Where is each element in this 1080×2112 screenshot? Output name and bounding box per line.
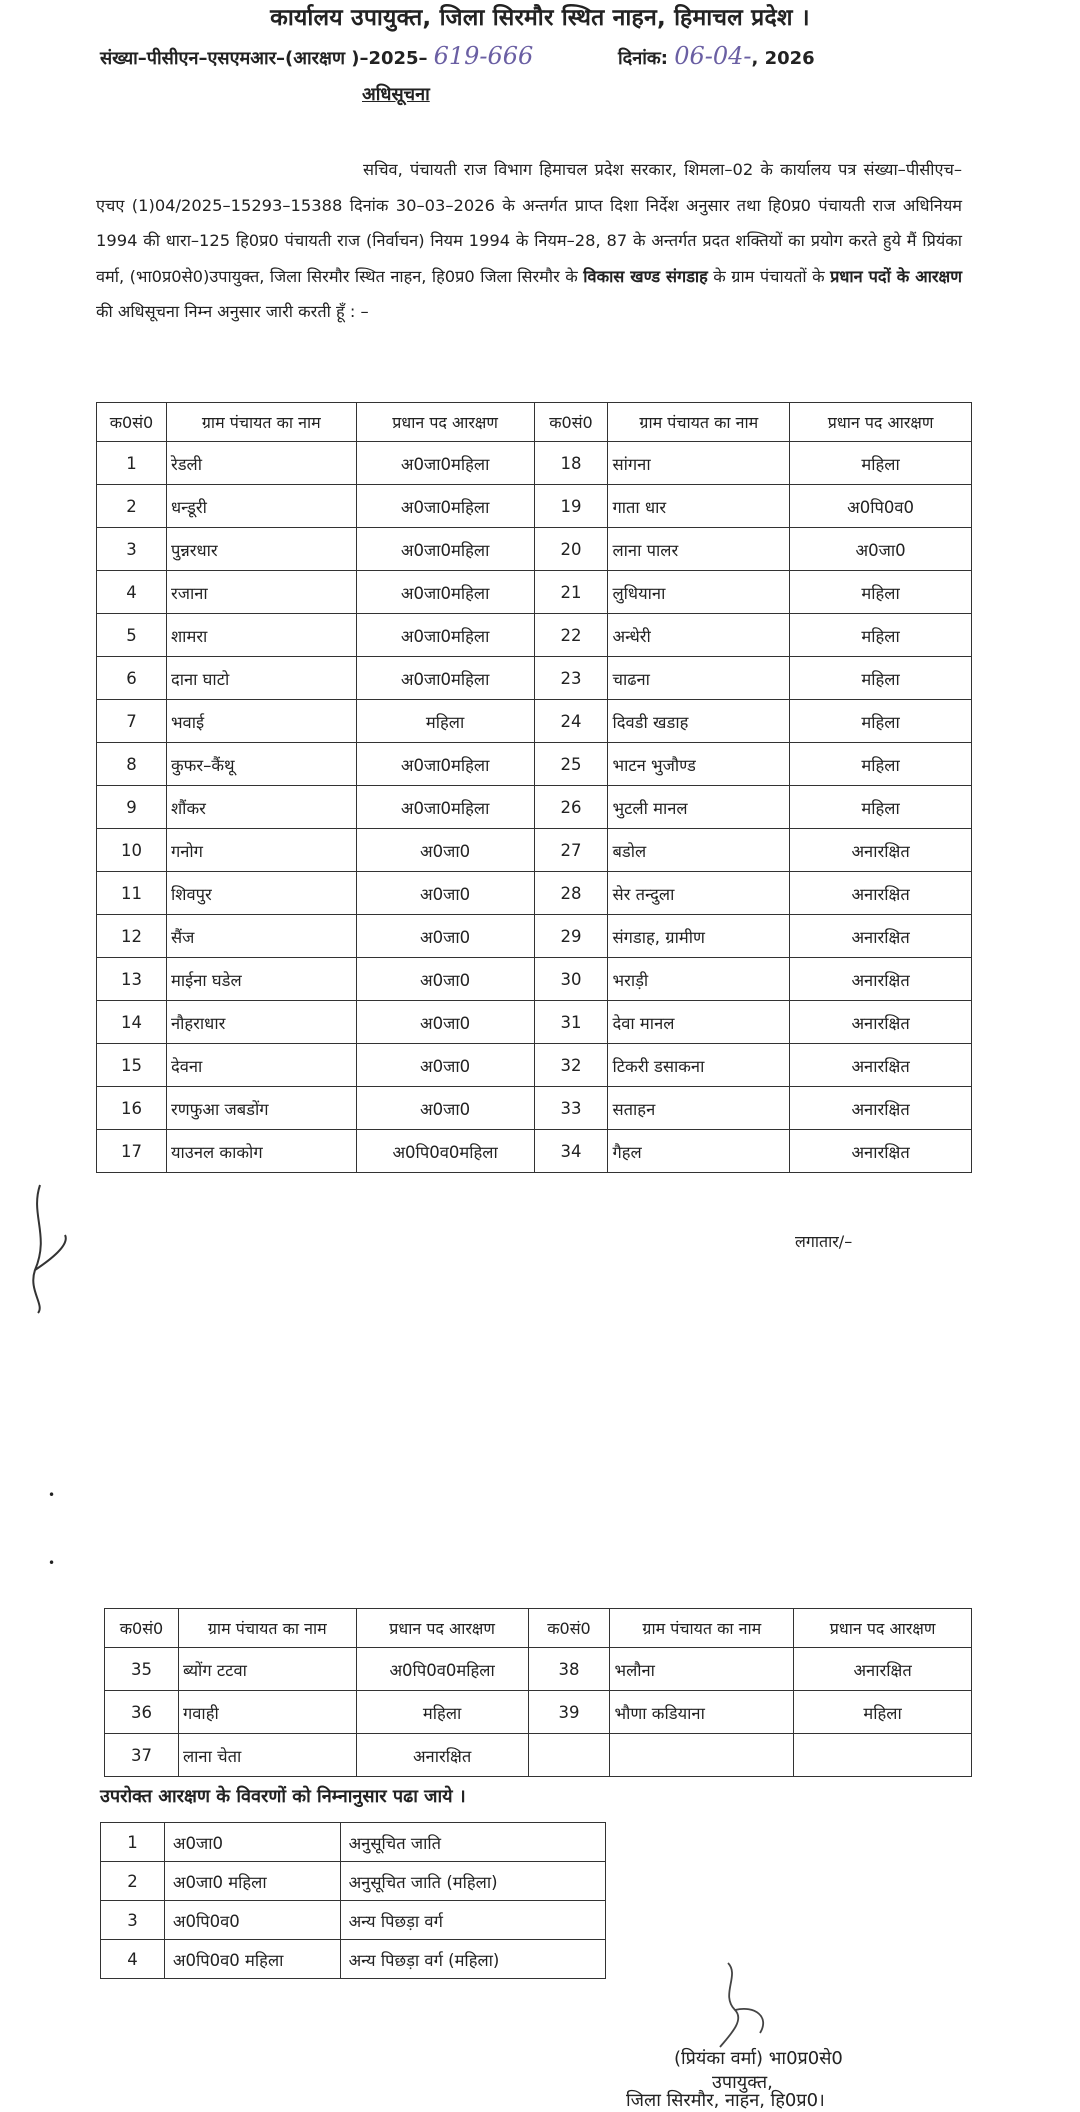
panchayat-name-cell: अन्धेरी: [608, 614, 790, 657]
reservation-cell: अ0जा0महिला: [356, 657, 534, 700]
table-row: [97, 915, 972, 958]
serial-cell: 18: [534, 442, 608, 485]
para-block-name: विकास खण्ड संगडाह: [583, 266, 708, 286]
reservation-cell: अ0जा0महिला: [356, 786, 534, 829]
table-row: [105, 1734, 972, 1777]
serial-cell: 1: [97, 442, 167, 485]
panchayat-name-cell: देवा मानल: [608, 1001, 790, 1044]
office-title: कार्यालय उपायुक्त, जिला सिरमौर स्थित नाहन, हिमाचल प्रदेश ।: [270, 5, 810, 31]
serial-cell: 38: [528, 1648, 610, 1691]
reservation-cell: महिला: [790, 614, 972, 657]
reservation-table-2: [104, 1608, 972, 1777]
notification-body: [96, 152, 962, 330]
reservation-cell: अ0जा0: [356, 829, 534, 872]
para-pradhan-reservation: प्रधान पदों के आरक्षण: [830, 266, 962, 286]
serial-cell: 15: [97, 1044, 167, 1087]
panchayat-name-cell: लाना चेता: [178, 1734, 356, 1777]
reservation-cell: अ0पि0व0: [790, 485, 972, 528]
reservation-cell: अ0जा0: [356, 1001, 534, 1044]
para-part-1: सचिव, पंचायती राज विभाग हिमाचल प्रदेश सरकार, शिमला–02 के कार्यालय पत्र संख्या–पीसीएच–एचए (1)04/2025–15293–15388 दिनांक 30–03–2026 के अन्तर्गत प्राप्त दिशा निर्देश अनुसार तथा हि0प्र0 पंचायती राज अधिनियम 1994 की धारा–125 हि0प्र0 पंचायती राज (निर्वाचन) नियम 1994 के नियम–28, 87 के अन्तर्गत प्रदत शक्तियों का प्रयोग करते हुये मैं प्रियंका वर्मा, (भा0प्र0से0)उपायुक्त, जिला सिरमौर स्थित नाहन, हि0प्र0 जिला सिरमौर के: [96, 160, 962, 286]
col-reservation-header: प्रधान पद आरक्षण: [356, 1609, 528, 1648]
notification-heading: अधिसूचना: [362, 84, 430, 105]
panchayat-name-cell: बडोल: [608, 829, 790, 872]
panchayat-name-cell: दिवडी खडाह: [608, 700, 790, 743]
panchayat-name-cell: शामरा: [166, 614, 356, 657]
reservation-cell: अ0जा0महिला: [356, 485, 534, 528]
reservation-cell: महिला: [790, 786, 972, 829]
serial-cell: 22: [534, 614, 608, 657]
serial-cell: 32: [534, 1044, 608, 1087]
panchayat-name-cell: सताहन: [608, 1087, 790, 1130]
table-row: [97, 1130, 972, 1173]
reservation-cell: अनारक्षित: [790, 1044, 972, 1087]
panchayat-name-cell: सेर तन्दुला: [608, 872, 790, 915]
panchayat-name-cell: भौणा कडियाना: [610, 1691, 794, 1734]
reservation-cell: अनारक्षित: [790, 958, 972, 1001]
reservation-cell: अ0जा0महिला: [356, 442, 534, 485]
reservation-cell: अनारक्षित: [790, 1130, 972, 1173]
reservation-cell: महिला: [790, 743, 972, 786]
officer-signature: [700, 1955, 790, 2055]
serial-cell: 27: [534, 829, 608, 872]
panchayat-name-cell: भलौना: [610, 1648, 794, 1691]
legend-serial: 1: [101, 1823, 165, 1862]
table-row: [97, 700, 972, 743]
reservation-cell: महिला: [790, 657, 972, 700]
ref-prefix: संख्या–पीसीएन–एसएमआर–(आरक्षण )–2025–: [100, 48, 428, 69]
reservation-cell: अ0जा0महिला: [356, 571, 534, 614]
legend-meaning: अनुसूचित जाति (महिला): [340, 1862, 605, 1901]
panchayat-name-cell: देवना: [166, 1044, 356, 1087]
panchayat-name-cell: भुटली मानल: [608, 786, 790, 829]
panchayat-name-cell: रेडली: [166, 442, 356, 485]
panchayat-name-cell: याउनल काकोग: [166, 1130, 356, 1173]
serial-cell: 13: [97, 958, 167, 1001]
legend-note: उपरोक्त आरक्षण के विवरणों को निम्नानुसार पढा जाये ।: [100, 1786, 466, 1807]
date-line: [618, 42, 815, 70]
panchayat-name-cell: ब्योंग टटवा: [178, 1648, 356, 1691]
table-header-row: [97, 403, 972, 442]
serial-cell: 24: [534, 700, 608, 743]
abbreviation-legend-table: [100, 1822, 606, 1979]
panchayat-name-cell: नौहराधार: [166, 1001, 356, 1044]
serial-cell: 26: [534, 786, 608, 829]
serial-cell: 3: [97, 528, 167, 571]
panchayat-name-cell: शिवपुर: [166, 872, 356, 915]
panchayat-name-cell: कुफर–कैंथू: [166, 743, 356, 786]
table-row: [97, 743, 972, 786]
panchayat-name-cell: गैहल: [608, 1130, 790, 1173]
panchayat-name-cell: लाना पालर: [608, 528, 790, 571]
serial-cell: 11: [97, 872, 167, 915]
margin-initial-signature: [10, 1175, 80, 1315]
serial-cell: 39: [528, 1691, 610, 1734]
serial-cell: 6: [97, 657, 167, 700]
col-serial-header: क0सं0: [97, 403, 167, 442]
table-row: [97, 1044, 972, 1087]
signatory-office: जिला सिरमौर, नाहन, हि0प्र0।: [626, 2090, 825, 2111]
reservation-cell: अ0जा0: [356, 1044, 534, 1087]
table-row: [97, 571, 972, 614]
reservation-cell: अनारक्षित: [790, 1087, 972, 1130]
date-year: , 2026: [751, 48, 815, 69]
table-row: [97, 872, 972, 915]
serial-cell: 37: [105, 1734, 179, 1777]
reservation-cell: अ0जा0महिला: [356, 528, 534, 571]
legend-abbreviation: अ0पि0व0 महिला: [164, 1940, 340, 1979]
table-row: [97, 614, 972, 657]
table-row: [97, 442, 972, 485]
table-row: [97, 786, 972, 829]
serial-cell: [528, 1734, 610, 1777]
reservation-cell: महिला: [356, 1691, 528, 1734]
panchayat-name-cell: सांगना: [608, 442, 790, 485]
serial-cell: 16: [97, 1087, 167, 1130]
serial-cell: 10: [97, 829, 167, 872]
reservation-cell: अनारक्षित: [790, 1001, 972, 1044]
reservation-cell: महिला: [790, 571, 972, 614]
serial-cell: 28: [534, 872, 608, 915]
legend-abbreviation: अ0जा0: [164, 1823, 340, 1862]
signatory-designation: उपायुक्त,: [712, 2072, 773, 2093]
reservation-cell: अ0जा0: [356, 872, 534, 915]
panchayat-name-cell: रजाना: [166, 571, 356, 614]
reservation-cell: अ0जा0महिला: [356, 614, 534, 657]
reservation-cell: महिला: [790, 442, 972, 485]
legend-serial: 3: [101, 1901, 165, 1940]
reservation-cell: अ0जा0महिला: [356, 743, 534, 786]
table-row: [105, 1648, 972, 1691]
table-row: [97, 1001, 972, 1044]
para-part-2: के ग्राम पंचायतों के: [713, 266, 825, 286]
para-part-3: की अधिसूचना निम्न अनुसार जारी करती हूँ : –: [96, 302, 369, 321]
date-handwritten: 06-04-: [674, 42, 752, 70]
reservation-cell: अनारक्षित: [790, 872, 972, 915]
table-row: [97, 829, 972, 872]
legend-meaning: अनुसूचित जाति: [340, 1823, 605, 1862]
legend-serial: 2: [101, 1862, 165, 1901]
serial-cell: 30: [534, 958, 608, 1001]
reservation-cell: [794, 1734, 972, 1777]
serial-cell: 25: [534, 743, 608, 786]
serial-cell: 29: [534, 915, 608, 958]
table-row: [97, 958, 972, 1001]
legend-serial: 4: [101, 1940, 165, 1979]
serial-cell: 5: [97, 614, 167, 657]
legend-row: [101, 1901, 606, 1940]
col-serial-header: क0सं0: [105, 1609, 179, 1648]
panchayat-name-cell: दाना घाटो: [166, 657, 356, 700]
panchayat-name-cell: गनोग: [166, 829, 356, 872]
serial-cell: 23: [534, 657, 608, 700]
panchayat-name-cell: टिकरी डसाकना: [608, 1044, 790, 1087]
serial-cell: 9: [97, 786, 167, 829]
col-panchayat-header: ग्राम पंचायत का नाम: [610, 1609, 794, 1648]
panchayat-name-cell: भराड़ी: [608, 958, 790, 1001]
serial-cell: 4: [97, 571, 167, 614]
panchayat-name-cell: भाटन भुजौण्ड: [608, 743, 790, 786]
col-panchayat-header: ग्राम पंचायत का नाम: [178, 1609, 356, 1648]
panchayat-name-cell: धन्डूरी: [166, 485, 356, 528]
serial-cell: 33: [534, 1087, 608, 1130]
reservation-cell: अ0पि0व0महिला: [356, 1648, 528, 1691]
reference-number: [100, 42, 539, 70]
serial-cell: 36: [105, 1691, 179, 1734]
col-reservation-header: प्रधान पद आरक्षण: [794, 1609, 972, 1648]
col-panchayat-header: ग्राम पंचायत का नाम: [608, 403, 790, 442]
panchayat-name-cell: गवाही: [178, 1691, 356, 1734]
col-panchayat-header: ग्राम पंचायत का नाम: [166, 403, 356, 442]
serial-cell: 12: [97, 915, 167, 958]
continued-note: लगातार/–: [795, 1232, 853, 1251]
panchayat-name-cell: शौंकर: [166, 786, 356, 829]
reservation-cell: महिला: [356, 700, 534, 743]
reservation-cell: अनारक्षित: [790, 829, 972, 872]
reservation-cell: अनारक्षित: [794, 1648, 972, 1691]
legend-meaning: अन्य पिछड़ा वर्ग (महिला): [340, 1940, 605, 1979]
serial-cell: 8: [97, 743, 167, 786]
scan-dot: •: [48, 1488, 56, 1502]
table-row: [97, 1087, 972, 1130]
reservation-cell: अ0पि0व0महिला: [356, 1130, 534, 1173]
panchayat-name-cell: माईना घडेल: [166, 958, 356, 1001]
signatory-name: (प्रियंका वर्मा) भा0प्र0से0: [674, 2048, 843, 2069]
reservation-cell: अनारक्षित: [790, 915, 972, 958]
serial-cell: 14: [97, 1001, 167, 1044]
serial-cell: 2: [97, 485, 167, 528]
panchayat-name-cell: सैंज: [166, 915, 356, 958]
serial-cell: 7: [97, 700, 167, 743]
col-serial-header: क0सं0: [528, 1609, 610, 1648]
col-reservation-header: प्रधान पद आरक्षण: [356, 403, 534, 442]
panchayat-name-cell: गाता धार: [608, 485, 790, 528]
legend-abbreviation: अ0पि0व0: [164, 1901, 340, 1940]
serial-cell: 19: [534, 485, 608, 528]
table-row: [105, 1691, 972, 1734]
legend-row: [101, 1940, 606, 1979]
table-row: [97, 657, 972, 700]
panchayat-name-cell: पुन्नरधार: [166, 528, 356, 571]
serial-cell: 17: [97, 1130, 167, 1173]
panchayat-name-cell: रणफुआ जबडोंग: [166, 1087, 356, 1130]
date-label: दिनांक:: [618, 48, 668, 69]
reservation-table-1: [96, 402, 972, 1173]
panchayat-name-cell: [610, 1734, 794, 1777]
serial-cell: 35: [105, 1648, 179, 1691]
reservation-cell: महिला: [794, 1691, 972, 1734]
serial-cell: 31: [534, 1001, 608, 1044]
reservation-cell: अनारक्षित: [356, 1734, 528, 1777]
panchayat-name-cell: चाढना: [608, 657, 790, 700]
scan-dot: •: [48, 1556, 56, 1570]
ref-number-handwritten: 619-666: [433, 42, 534, 70]
panchayat-name-cell: लुधियाना: [608, 571, 790, 614]
reservation-cell: अ0जा0: [356, 1087, 534, 1130]
panchayat-name-cell: संगडाह, ग्रामीण: [608, 915, 790, 958]
table-row: [97, 485, 972, 528]
reservation-cell: अ0जा0: [790, 528, 972, 571]
reservation-cell: अ0जा0: [356, 915, 534, 958]
legend-row: [101, 1862, 606, 1901]
serial-cell: 20: [534, 528, 608, 571]
reservation-cell: महिला: [790, 700, 972, 743]
legend-abbreviation: अ0जा0 महिला: [164, 1862, 340, 1901]
table-header-row: [105, 1609, 972, 1648]
serial-cell: 21: [534, 571, 608, 614]
legend-meaning: अन्य पिछड़ा वर्ग: [340, 1901, 605, 1940]
table-row: [97, 528, 972, 571]
panchayat-name-cell: भवाई: [166, 700, 356, 743]
col-reservation-header: प्रधान पद आरक्षण: [790, 403, 972, 442]
col-serial-header: क0सं0: [534, 403, 608, 442]
reservation-cell: अ0जा0: [356, 958, 534, 1001]
serial-cell: 34: [534, 1130, 608, 1173]
legend-row: [101, 1823, 606, 1862]
